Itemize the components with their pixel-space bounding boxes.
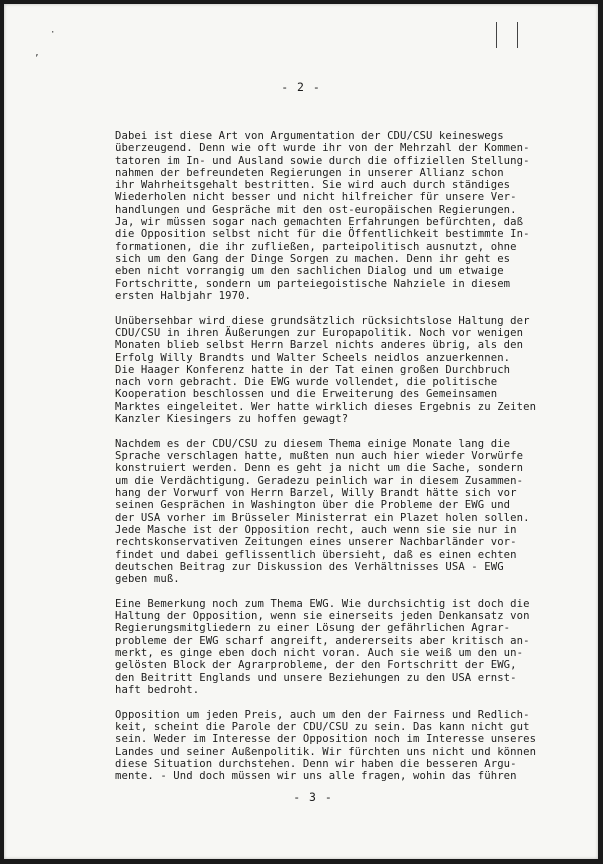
text-line: eben nicht vorrangig um den sachlichen Dialog und um etwaige — [115, 265, 504, 278]
text-line: deutschen Beitrag zur Diskussion des Verhältnisses USA - EWG — [115, 560, 504, 573]
text-line: rechtskonservativen Zeitungen eines unserer Nachbarländer vor- — [115, 536, 517, 549]
text-line: die Opposition selbst nicht für die Öffentlichkeit bestimmte In- — [115, 228, 530, 241]
text-line: seinen Gesprächen in Washington über die Probleme der EWG und — [115, 499, 511, 512]
text-line: Opposition um jeden Preis, auch um den der Fairness und Redlich- — [115, 708, 530, 721]
text-line: Regierungsmitgliedern zu einer Lösung der gefährlichen Agrar- — [115, 622, 511, 635]
document-page — [4, 4, 598, 859]
text-line: ersten Halbjahr 1970. — [115, 289, 252, 302]
text-line: sich um den Gang der Dinge Sorgen zu machen. Denn ihr geht es — [115, 252, 511, 265]
text-line: um die Verdächtigung. Geradezu peinlich war in diesem Zusammen- — [115, 474, 524, 487]
punch-line-left — [496, 22, 497, 48]
text-line: CDU/CSU in ihren Äußerungen zur Europapolitik. Noch vor wenigen — [115, 326, 524, 339]
text-line: Jede Masche ist der Opposition recht, auch wenn sie sie nur in — [115, 523, 517, 536]
text-line: Eine Bemerkung noch zum Thema EWG. Wie durchsichtig ist doch die — [115, 597, 530, 610]
body-text — [115, 130, 565, 795]
text-line: Dabei ist diese Art von Argumentation der CDU/CSU keineswegs — [115, 130, 504, 142]
paragraph — [115, 130, 565, 302]
text-line: Marktes eingeleitet. Wer hatte wirklich dieses Ergebnis zu Zeiten — [115, 400, 537, 413]
text-line: Sprache verschlagen hatte, mußten nun auch hier wieder Vorwürfe — [115, 450, 524, 463]
text-line: Unübersehbar wird diese grundsätzlich rücksichtslose Haltung der — [115, 314, 530, 327]
paragraph — [115, 438, 565, 586]
text-line: Wiederholen nicht besser und nicht hilfreicher für unsere Ver- — [115, 191, 517, 204]
text-line: sein. Weder im Interesse der Opposition noch im Interesse unseres — [115, 733, 537, 746]
scan-mark: · — [50, 28, 56, 38]
next-page-marker: - 3 - — [293, 790, 333, 804]
paragraph — [115, 709, 565, 783]
text-line: Ja, wir müssen sogar nach gemachten Erfahrungen befürchten, daß — [115, 216, 524, 229]
text-line: den Beitritt Englands und unsere Beziehungen zu den USA ernst- — [115, 671, 517, 684]
text-line: findet und dabei geflissentlich übersieht, daß es einen echten — [115, 548, 517, 561]
text-line: Haltung der Opposition, wenn sie einerseits jeden Denkansatz von — [115, 610, 530, 623]
text-line: diese Situation durchstehen. Denn wir haben die besseren Argu- — [115, 757, 517, 770]
text-line: gelösten Block der Agrarprobleme, der den Fortschritt der EWG, — [115, 659, 517, 672]
text-line: Monaten blieb selbst Herrn Barzel nichts anderes übrig, als den — [115, 339, 524, 352]
paragraph — [115, 315, 565, 426]
text-line: haft bedroht. — [115, 683, 200, 696]
text-line: Fortschritte, sondern um parteiegoistische Nahziele in diesem — [115, 277, 511, 290]
text-line: Die Haager Konferenz hatte in der Tat einen großen Durchbruch — [115, 363, 511, 376]
text-line: Erfolg Willy Brandts und Walter Scheels neidlos anzuerkennen. — [115, 351, 511, 364]
text-line: hang der Vorwurf von Herrn Barzel, Willy Brandt hätte sich vor — [115, 487, 517, 500]
text-line: probleme der EWG scharf angreift, andererseits aber kritisch an- — [115, 634, 530, 647]
scan-mark: ’ — [34, 54, 40, 64]
text-line: konstruiert werden. Denn es geht ja nicht um die Sache, sondern — [115, 462, 524, 475]
text-line: ihr Wahrheitsgehalt bestritten. Sie wird auch durch ständiges — [115, 179, 511, 192]
text-line: handlungen und Gespräche mit den ost-europäischen Regierungen. — [115, 203, 517, 216]
punch-line-right — [517, 22, 518, 48]
text-line: nahmen der befreundeten Regierungen in unserer Allianz schon — [115, 166, 504, 179]
page-number: - 2 - — [281, 80, 321, 94]
text-line: formationen, die ihr zufließen, parteipolitisch ausnutzt, ohne — [115, 240, 517, 253]
text-line: der USA vorher im Brüsseler Ministerrat ein Plazet holen sollen. — [115, 511, 530, 524]
text-line: merkt, es ginge eben doch nicht voran. Auch sie weiß um den un- — [115, 647, 524, 660]
paragraph — [115, 598, 565, 696]
text-line: Kooperation beschlossen und die Erweiterung des Gemeinsamen — [115, 388, 498, 401]
text-line: keit, scheint die Parole der CDU/CSU zu sein. Das kann nicht gut — [115, 721, 530, 734]
text-line: Landes und seiner Außenpolitik. Wir fürchten uns nicht und können — [115, 745, 537, 758]
text-line: überzeugend. Denn wie oft wurde ihr von der Mehrzahl der Kommen- — [115, 142, 530, 155]
text-line: geben muß. — [115, 573, 180, 586]
text-line: tatoren im In- und Ausland sowie durch die offiziellen Stellung- — [115, 154, 530, 167]
text-line: Nachdem es der CDU/CSU zu diesem Thema einige Monate lang die — [115, 437, 511, 450]
text-line: mente. - Und doch müssen wir uns alle fragen, wohin das führen — [115, 770, 517, 783]
text-line: Kanzler Kiesingers zu hoffen gewagt? — [115, 413, 349, 426]
text-line: nach vorn gebracht. Die EWG wurde vollendet, die politische — [115, 376, 498, 389]
